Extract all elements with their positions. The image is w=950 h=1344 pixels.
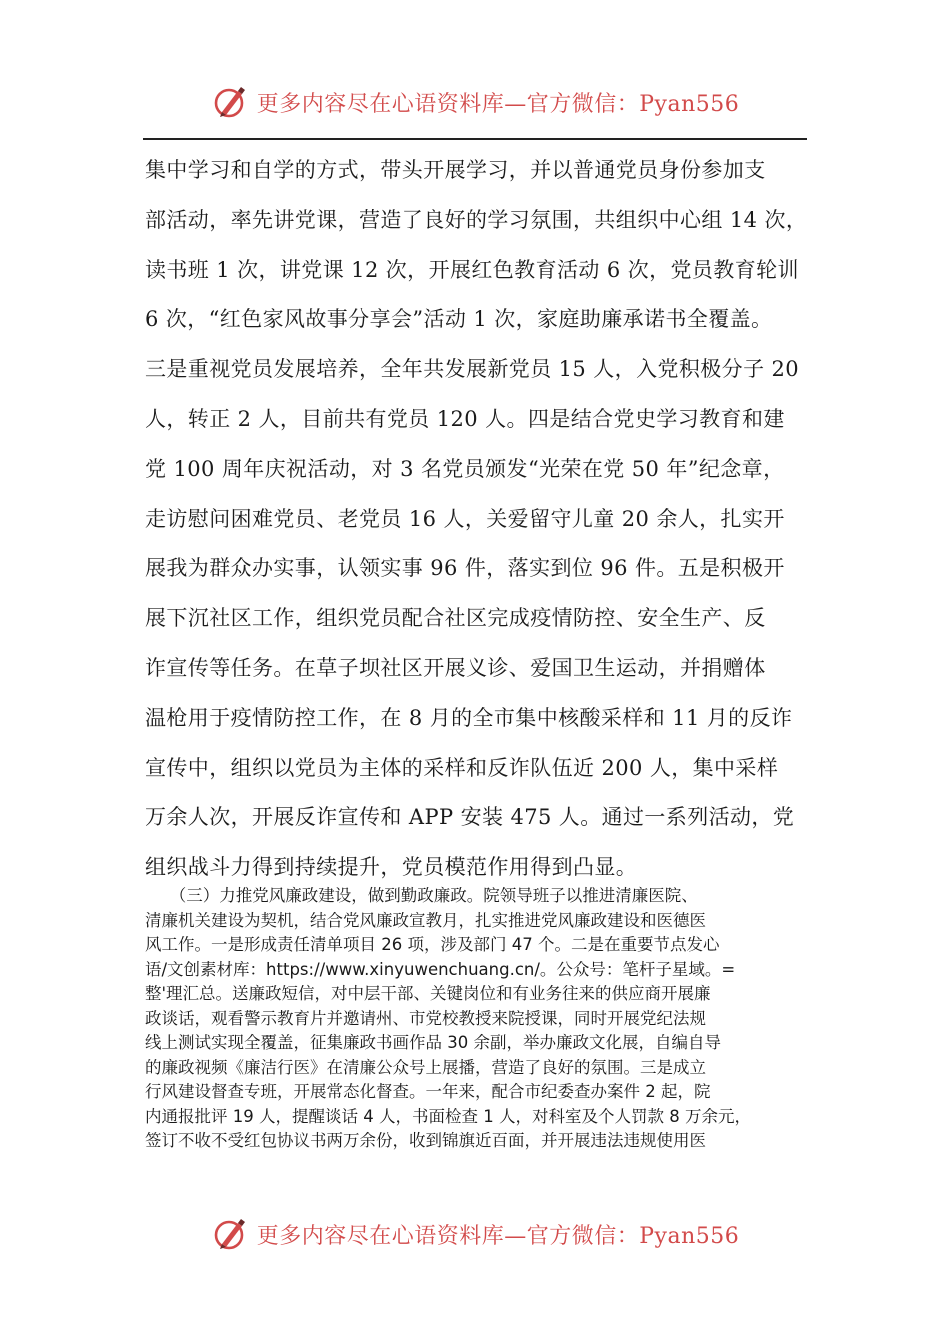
text-line: 党 100 周年庆祝活动，对 3 名党员颁发“光荣在党 50 年”纪念章， xyxy=(145,456,785,481)
pen-logo-icon xyxy=(211,82,251,122)
text-line: 行风建设督查专班，开展常态化督查。一年来，配合市纪委查办案件 2 起，院 xyxy=(145,1082,711,1101)
text-line: 温枪用于疫情防控工作，在 8 月的全市集中核酸采样和 11 月的反诈 xyxy=(145,705,793,730)
footer-banner-text: 更多内容尽在心语资料库—官方微信：Pyan556 xyxy=(256,1223,740,1249)
text-line: 的廉政视频《廉洁行医》在清廉公众号上展播，营造了良好的氛围。三是成立 xyxy=(145,1057,706,1077)
text-line: 三是重视党员发展培养，全年共发展新党员 15 人，入党积极分子 20 xyxy=(145,357,800,382)
text-line: 组织战斗力得到持续提升，党员模范作用得到凸显。 xyxy=(145,855,638,880)
text-line: （三）力推党风廉政建设，做到勤政廉政。院领导班子以推进清廉医院、 xyxy=(145,886,698,905)
text-line: 线上测试实现全覆盖，征集廉政书画作品 30 余副，举办廉政文化展，自编自导 xyxy=(145,1033,721,1052)
text-line: 诈宣传等任务。在草子坝社区开展义诊、爱国卫生运动，并捐赠体 xyxy=(145,655,766,680)
text-line: 6 次，“红色家风故事分享会”活动 1 次，家庭助廉承诺书全覆盖。 xyxy=(145,307,773,332)
main-body-text xyxy=(145,146,813,893)
footer-banner xyxy=(0,1212,950,1256)
header-banner-text: 更多内容尽在心语资料库—官方微信：Pyan556 xyxy=(256,91,740,117)
text-line: 部活动，率先讲党课，营造了良好的学习氛围，共组织中心组 14 次， xyxy=(145,207,808,232)
text-line: 内通报批评 19 人，提醒谈话 4 人，书面检查 1 人，对科室及个人罚款 8 万余元， xyxy=(145,1106,751,1126)
text-line: 走访慰问困难党员、老党员 16 人，关爱留守儿童 20 余人，扎实开 xyxy=(145,506,785,531)
pen-logo-icon xyxy=(211,1214,251,1254)
text-line: 清廉机关建设为契机，结合党风廉政宣教月，扎实推进党风廉政建设和医德医 xyxy=(145,910,706,930)
text-line: 宣传中，组织以党员为主体的采样和反诈队伍近 200 人，集中采样 xyxy=(145,755,779,780)
text-line: 万余人次，开展反诈宣传和 APP 安装 475 人。通过一系列活动，党 xyxy=(145,805,795,830)
text-line: 签订不收不受红包协议书两万余份，收到锦旗近百面，并开展违法违规使用医 xyxy=(145,1131,706,1150)
text-line: 政谈话，观看警示教育片并邀请州、市党校教授来院授课，同时开展党纪法规 xyxy=(145,1008,706,1028)
text-line: 读书班 1 次，讲党课 12 次，开展红色教育活动 6 次，党员教育轮训 xyxy=(145,257,799,282)
header-banner xyxy=(0,80,950,124)
text-line: 人，转正 2 人，目前共有党员 120 人。四是结合党史学习教育和建 xyxy=(145,406,785,431)
text-line: 风工作。一是形成责任清单项目 26 项，涉及部门 47 个。二是在重要节点发心 xyxy=(145,935,720,954)
header-divider xyxy=(143,138,807,140)
text-line: 展我为群众办实事，认领实事 96 件，落实到位 96 件。五是积极开 xyxy=(145,556,785,581)
text-line: 语/文创素材库：https://www.xinyuwenchuang.cn/。公众号：笔杆子星域。= xyxy=(145,959,736,979)
text-line: 集中学习和自学的方式，带头开展学习，并以普通党员身份参加支 xyxy=(145,158,766,182)
text-line: 展下沉社区工作，组织党员配合社区完成疫情防控、安全生产、反 xyxy=(145,606,766,631)
section-three-paragraph xyxy=(145,884,813,1154)
text-line: 整'理汇总。送廉政短信，对中层干部、关键岗位和有业务往来的供应商开展廉 xyxy=(145,984,711,1003)
